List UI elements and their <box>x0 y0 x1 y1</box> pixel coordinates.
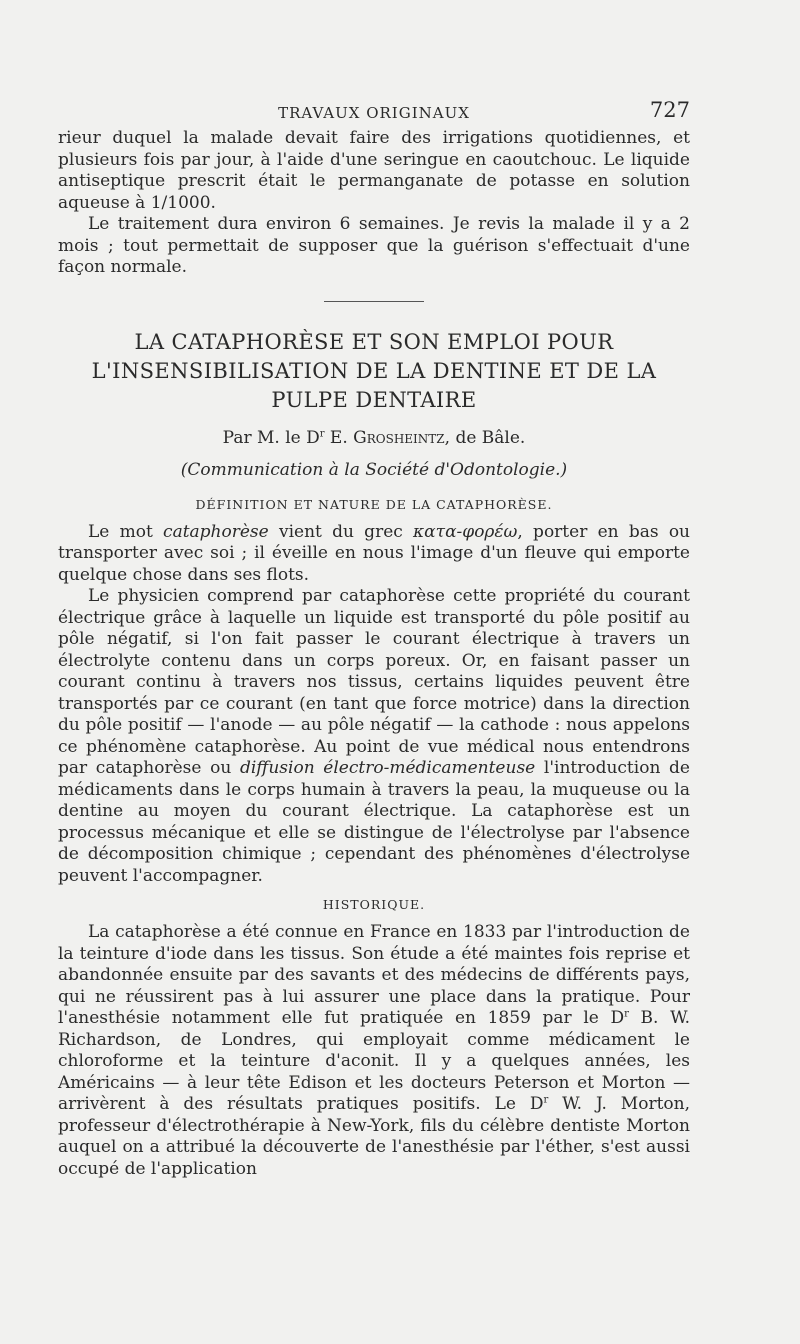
body-paragraph <box>58 522 690 587</box>
text-run: Le mot <box>88 521 164 542</box>
continued-paragraph: Le traitement dura environ 6 semaines. Je revis la malade il y a 2 mois ; tout permettait de supposer que la guérison s'effectuait d'une façon normale. <box>58 214 690 277</box>
emphasized-term: diffusion électro-médicamenteuse <box>239 758 536 778</box>
text-run: La cataphorèse a été connue en France en 1833 par l'introduction de la teinture d'iode dans les tissus. Son étude a été maintes fois reprise et abandonnée ensuite par des savants et des médecins de différents pays, qui ne réussirent pas à lui assurer une place dans la pratique. Pour l'anesthésie notamment elle fut pratiquée en 1859 par le D <box>58 922 690 1028</box>
book-page <box>58 96 690 1180</box>
text-run: Le physicien comprend par cataphorèse cette propriété du courant électrique grâce à laquelle un liquide est transporté du pôle positif au pôle négatif, si l'on fait passer le courant électrique à travers un électrolyte contenu dans un corps poreux. Or, en faisant passer un courant continu à travers nos tissus, certains liquides peuvent être transportés par ce courant (en tant que force motrice) dans la direction du pôle positif — l'anode — au pôle négatif — la cathode : nous appelons ce phénomène cataphorèse. Au point de vue médical nous entendrons par cataphorèse ou <box>58 586 690 778</box>
byline-suffix: , de Bâle. <box>444 427 526 448</box>
running-header <box>58 96 690 128</box>
article-title: LA CATAPHORÈSE ET SON EMPLOI POUR L'INSENSIBILISATION DE LA DENTINE ET DE LA PULPE DENTAIRE <box>91 329 657 412</box>
section-heading-definition: DÉFINITION ET NATURE DE LA CATAPHORÈSE. <box>195 496 553 512</box>
page-number: 727 <box>649 98 690 122</box>
text-run: W. J. Morton, professeur d'électrothérapie à New-York, fils du célèbre dentiste Morton auquel on a attribué la découverte de l'anesthésie par l'éther, s'est aussi occupé de l'application <box>58 1094 690 1179</box>
section-divider <box>324 301 424 302</box>
body-paragraph <box>58 586 690 887</box>
greek-word: κατα-φορέω <box>413 521 518 542</box>
emphasized-term: cataphorèse <box>163 521 269 542</box>
continued-paragraph: rieur duquel la malade devait faire des irrigations quotidiennes, et plusieurs fois par jour, à l'aide d'une seringue en caoutchouc. Le liquide antiseptique prescrit était le permanganate de potasse en solution aqueuse à 1/1000. <box>58 128 690 213</box>
text-run: B. W. Richardson, de Londres, qui employait comme médicament le chloroforme et la teinture d'aconit. Il y a quelques années, les Américains — à leur tête Edison et les docteurs Peterson et Morton — arrivèrent à des résultats pratiques positifs. Le D <box>58 1008 690 1114</box>
running-title: TRAVAUX ORIGINAUX <box>278 104 470 122</box>
byline-prefix: Par M. le D <box>222 427 320 448</box>
text-run: vient du grec <box>268 521 414 542</box>
body-paragraph <box>58 922 690 1180</box>
text-run: , porter en bas ou transporter avec soi ; il éveille en nous l'image d'un fleuve qui emporte quelque chose dans ses flots. <box>58 521 691 585</box>
superscript: r <box>543 1094 549 1106</box>
superscript: r <box>624 1008 629 1020</box>
byline-superscript: r <box>319 427 325 439</box>
section-heading-history: HISTORIQUE. <box>322 897 426 912</box>
text-run: l'introduction de médicaments dans le corps humain à travers la peau, la muqueuse ou la dentine au moyen du courant électrique. La cataphorèse est un processus mécanique et elle se distingue de l'électrolyse par l'absence de décomposition chimique ; cependant des phénomènes d'électrolyse peuvent l'accompagner. <box>58 758 690 886</box>
author-byline <box>58 427 690 449</box>
author-name: E. Grosheintz <box>324 427 445 448</box>
communication-note: (Communication à la Société d'Odontologie.) <box>180 459 568 480</box>
